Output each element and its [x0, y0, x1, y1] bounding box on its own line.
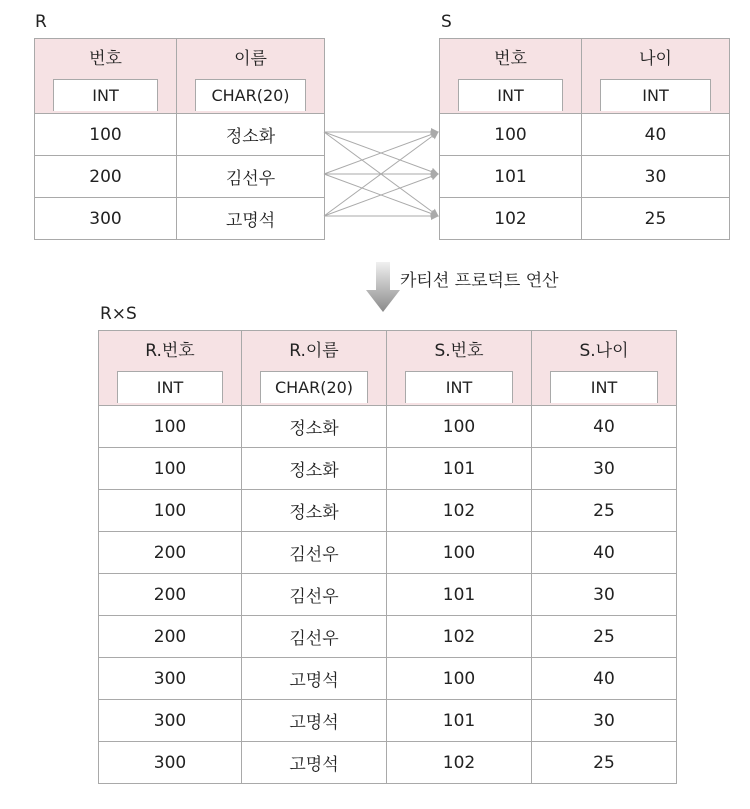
table-row — [99, 658, 677, 700]
column-name: R.이름 — [289, 341, 339, 361]
result-header-1 — [99, 331, 242, 406]
column-name: 나이 — [639, 49, 672, 69]
cell: 30 — [532, 574, 677, 616]
cell: 40 — [582, 114, 730, 156]
column-type: INT — [405, 371, 513, 403]
cell: 102 — [387, 490, 532, 532]
cell: 100 — [387, 658, 532, 700]
cell: 40 — [532, 658, 677, 700]
cell: 고명석 — [177, 198, 325, 240]
cell: 100 — [99, 406, 242, 448]
cell: 200 — [35, 156, 177, 198]
column-type: INT — [53, 79, 158, 111]
cell: 고명석 — [242, 658, 387, 700]
cell: 102 — [387, 742, 532, 784]
cell: 정소화 — [242, 448, 387, 490]
column-name: R.번호 — [145, 341, 195, 361]
cartesian-arrows — [0, 0, 750, 260]
table-row — [99, 490, 677, 532]
cell: 정소화 — [177, 114, 325, 156]
column-name: 번호 — [494, 49, 527, 69]
cell: 101 — [440, 156, 582, 198]
result-table — [98, 330, 677, 784]
cell: 40 — [532, 406, 677, 448]
result-header-3 — [387, 331, 532, 406]
result-table-label: R×S — [100, 304, 137, 324]
cell: 100 — [35, 114, 177, 156]
cell: 101 — [387, 448, 532, 490]
cell: 100 — [99, 448, 242, 490]
result-header-4 — [532, 331, 677, 406]
cell: 김선우 — [242, 574, 387, 616]
cell: 김선우 — [242, 616, 387, 658]
table-s-label: S — [441, 12, 452, 32]
column-type: INT — [458, 79, 563, 111]
cell: 김선우 — [177, 156, 325, 198]
cell: 100 — [99, 490, 242, 532]
cell: 30 — [532, 700, 677, 742]
cell: 200 — [99, 574, 242, 616]
column-name: S.나이 — [579, 341, 629, 361]
cell: 102 — [440, 198, 582, 240]
table-row — [99, 532, 677, 574]
cell: 102 — [387, 616, 532, 658]
column-name: 번호 — [89, 49, 122, 69]
column-type: CHAR(20) — [260, 371, 368, 403]
table-row — [99, 742, 677, 784]
result-header-2 — [242, 331, 387, 406]
column-type: INT — [600, 79, 711, 111]
cell: 100 — [387, 532, 532, 574]
cell: 40 — [532, 532, 677, 574]
cell: 300 — [99, 742, 242, 784]
cell: 300 — [99, 700, 242, 742]
cell: 300 — [99, 658, 242, 700]
cell: 정소화 — [242, 406, 387, 448]
cell: 25 — [532, 616, 677, 658]
cell: 200 — [99, 532, 242, 574]
cell: 30 — [582, 156, 730, 198]
cell: 30 — [532, 448, 677, 490]
cell: 25 — [532, 742, 677, 784]
table-row — [99, 406, 677, 448]
cell: 김선우 — [242, 532, 387, 574]
table-row — [99, 574, 677, 616]
cell: 300 — [35, 198, 177, 240]
table-r-label: R — [35, 12, 47, 32]
down-arrow-icon — [366, 262, 400, 314]
cell: 고명석 — [242, 700, 387, 742]
table-row — [99, 448, 677, 490]
cell: 고명석 — [242, 742, 387, 784]
cell: 101 — [387, 700, 532, 742]
column-type: INT — [117, 371, 223, 403]
cell: 25 — [582, 198, 730, 240]
cell: 100 — [387, 406, 532, 448]
column-name: 이름 — [234, 49, 267, 69]
table-row — [99, 700, 677, 742]
cell: 101 — [387, 574, 532, 616]
cell: 정소화 — [242, 490, 387, 532]
cell: 200 — [99, 616, 242, 658]
column-type: CHAR(20) — [195, 79, 306, 111]
cell: 25 — [532, 490, 677, 532]
column-name: S.번호 — [434, 341, 484, 361]
table-row — [99, 616, 677, 658]
column-type: INT — [550, 371, 658, 403]
cell: 100 — [440, 114, 582, 156]
operation-label: 카티션 프로덕트 연산 — [400, 271, 559, 291]
